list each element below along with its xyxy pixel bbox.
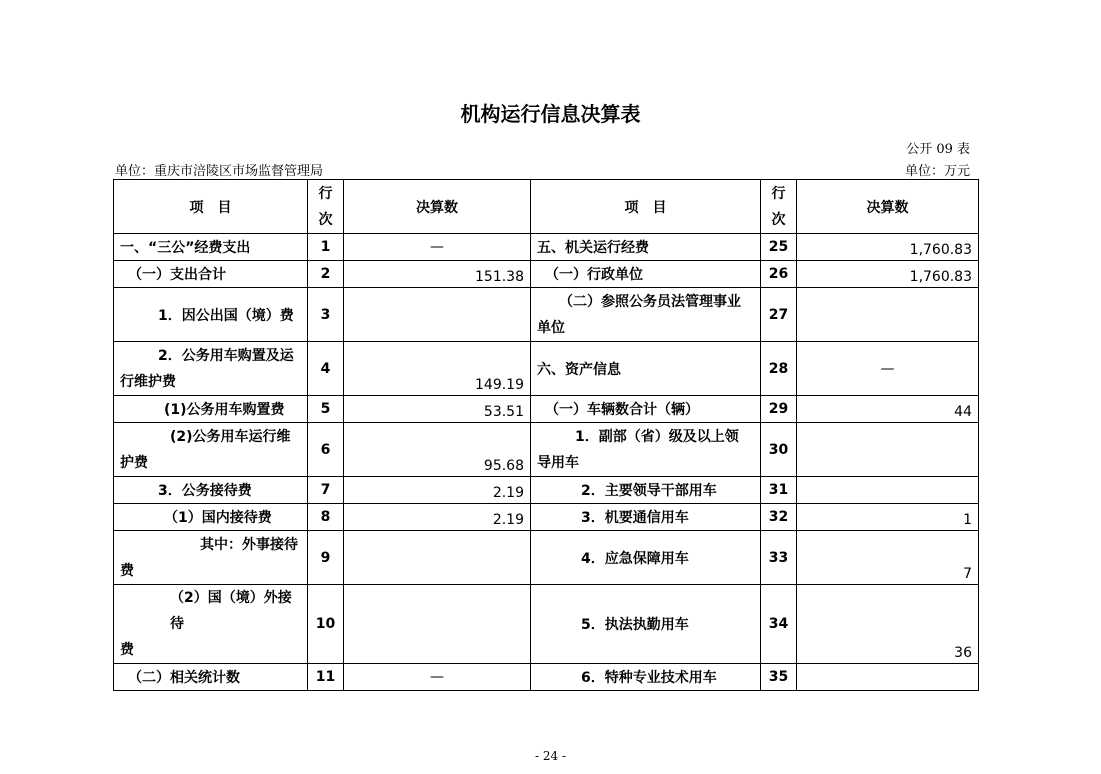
table-row bbox=[114, 504, 979, 531]
row-value-right bbox=[797, 288, 979, 342]
row-value-left: 2.19 bbox=[344, 477, 531, 504]
table-row bbox=[114, 477, 979, 504]
row-item-left: （一）支出合计 bbox=[114, 261, 308, 288]
header-amount-right: 决算数 bbox=[797, 180, 979, 234]
header-item-right: 项 目 bbox=[531, 180, 761, 234]
header-row-no-left: 行 次 bbox=[308, 180, 344, 234]
row-item-left: （1）国内接待费 bbox=[114, 504, 308, 531]
row-value-left: — bbox=[344, 234, 531, 261]
row-no-left: 8 bbox=[308, 504, 344, 531]
row-no-left: 10 bbox=[308, 585, 344, 664]
row-item-left: 1．因公出国（境）费 bbox=[114, 288, 308, 342]
row-no-left: 4 bbox=[308, 342, 344, 396]
row-item-right: 2．主要领导干部用车 bbox=[531, 477, 761, 504]
row-value-left bbox=[344, 531, 531, 585]
row-item-left: 2．公务用车购置及运 行维护费 bbox=[114, 342, 308, 396]
row-no-right: 29 bbox=[761, 396, 797, 423]
unit-org-label: 单位：重庆市涪陵区市场监督管理局 bbox=[115, 164, 324, 179]
row-value-right bbox=[797, 423, 979, 477]
unit-currency-label: 单位：万元 bbox=[904, 164, 970, 179]
row-value-right: 7 bbox=[797, 531, 979, 585]
row-item-right: 5．执法执勤用车 bbox=[531, 585, 761, 664]
row-value-left bbox=[344, 585, 531, 664]
table-row bbox=[114, 396, 979, 423]
row-item-right: （一）车辆数合计（辆） bbox=[531, 396, 761, 423]
row-value-right: 44 bbox=[797, 396, 979, 423]
table-row bbox=[114, 664, 979, 691]
row-value-left bbox=[344, 288, 531, 342]
row-value-left: 53.51 bbox=[344, 396, 531, 423]
row-value-right: 36 bbox=[797, 585, 979, 664]
row-item-right: 五、机关运行经费 bbox=[531, 234, 761, 261]
row-no-left: 3 bbox=[308, 288, 344, 342]
row-no-right: 32 bbox=[761, 504, 797, 531]
row-no-right: 30 bbox=[761, 423, 797, 477]
row-no-left: 7 bbox=[308, 477, 344, 504]
row-item-right: 六、资产信息 bbox=[531, 342, 761, 396]
row-item-right: 4．应急保障用车 bbox=[531, 531, 761, 585]
table-row bbox=[114, 585, 979, 664]
row-no-right: 35 bbox=[761, 664, 797, 691]
row-value-right bbox=[797, 477, 979, 504]
institution-operation-table bbox=[113, 179, 979, 691]
row-no-right: 31 bbox=[761, 477, 797, 504]
row-value-right: 1 bbox=[797, 504, 979, 531]
page-number: - 24 - bbox=[534, 749, 566, 763]
row-no-left: 5 bbox=[308, 396, 344, 423]
row-no-right: 33 bbox=[761, 531, 797, 585]
row-no-left: 2 bbox=[308, 261, 344, 288]
row-no-right: 26 bbox=[761, 261, 797, 288]
row-no-right: 27 bbox=[761, 288, 797, 342]
header-item-left: 项 目 bbox=[114, 180, 308, 234]
row-item-left: （2）国（境）外接待 费 bbox=[114, 585, 308, 664]
table-row bbox=[114, 423, 979, 477]
header-amount-left: 决算数 bbox=[344, 180, 531, 234]
row-no-left: 1 bbox=[308, 234, 344, 261]
row-item-left: (1)公务用车购置费 bbox=[114, 396, 308, 423]
row-value-left: 149.19 bbox=[344, 342, 531, 396]
row-item-right: 3．机要通信用车 bbox=[531, 504, 761, 531]
page-title: 机构运行信息决算表 bbox=[460, 102, 641, 126]
table-row bbox=[114, 234, 979, 261]
form-code: 公开 09 表 bbox=[906, 142, 970, 157]
row-item-right: 1．副部（省）级及以上领 导用车 bbox=[531, 423, 761, 477]
row-item-left: 一、“三公”经费支出 bbox=[114, 234, 308, 261]
row-no-left: 6 bbox=[308, 423, 344, 477]
row-no-left: 9 bbox=[308, 531, 344, 585]
row-item-right: （一）行政单位 bbox=[531, 261, 761, 288]
table-row bbox=[114, 288, 979, 342]
row-item-left: (2)公务用车运行维 护费 bbox=[114, 423, 308, 477]
row-item-left: （二）相关统计数 bbox=[114, 664, 308, 691]
row-no-right: 25 bbox=[761, 234, 797, 261]
header-row-no-right: 行 次 bbox=[761, 180, 797, 234]
row-value-right bbox=[797, 664, 979, 691]
row-no-right: 34 bbox=[761, 585, 797, 664]
row-value-left: 95.68 bbox=[344, 423, 531, 477]
row-value-left: 2.19 bbox=[344, 504, 531, 531]
table-header-row bbox=[114, 180, 979, 234]
row-value-left: 151.38 bbox=[344, 261, 531, 288]
row-no-right: 28 bbox=[761, 342, 797, 396]
row-value-left: — bbox=[344, 664, 531, 691]
table-row bbox=[114, 261, 979, 288]
row-item-right: （二）参照公务员法管理事业 单位 bbox=[531, 288, 761, 342]
row-no-left: 11 bbox=[308, 664, 344, 691]
row-value-right: 1,760.83 bbox=[797, 234, 979, 261]
row-item-left: 其中：外事接待 费 bbox=[114, 531, 308, 585]
table-row bbox=[114, 342, 979, 396]
row-value-right: 1,760.83 bbox=[797, 261, 979, 288]
row-item-right: 6．特种专业技术用车 bbox=[531, 664, 761, 691]
row-value-right: — bbox=[797, 342, 979, 396]
row-item-left: 3．公务接待费 bbox=[114, 477, 308, 504]
table-row bbox=[114, 531, 979, 585]
